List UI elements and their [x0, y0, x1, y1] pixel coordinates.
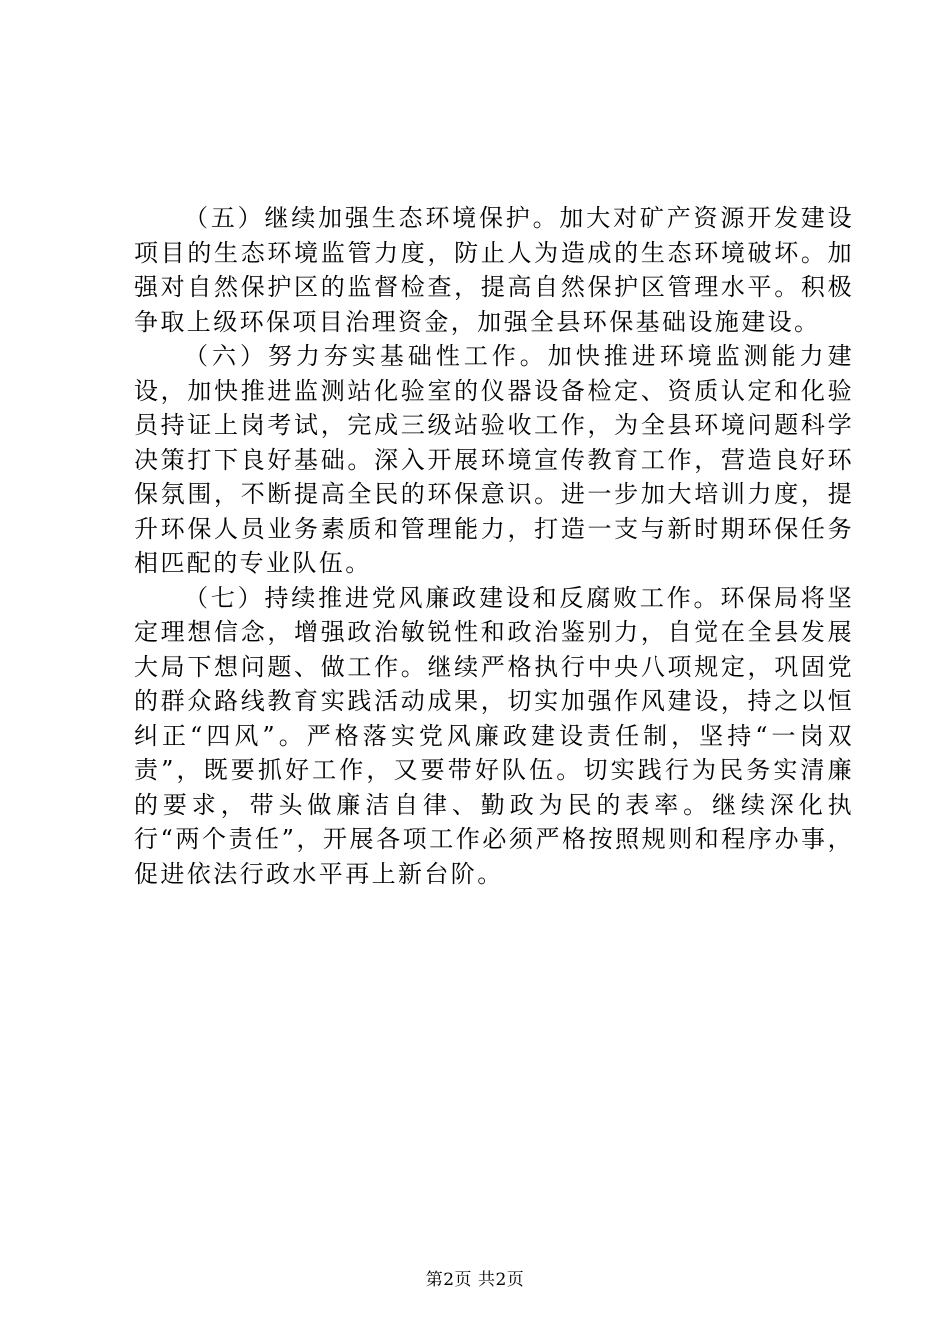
paragraph-foundation-work: （六）努力夯实基础性工作。加快推进环境监测能力建设，加快推进监测站化验室的仪器设备检定、资质认定和化验员持证上岗考试，完成三级站验收工作，为全县环境问题科学决策打下良好基础。深入开展环境宣传教育工作，营造良好环保氛围，不断提高全民的环保意识。进一步加大培训力度，提升环保人员业务素质和管理能力，打造一支与新时期环保任务相匹配的专业队伍。	[134, 342, 854, 577]
paragraph-ecology-protection: （五）继续加强生态环境保护。加大对矿产资源开发建设项目的生态环境监管力度，防止人为造成的生态环境破坏。加强对自然保护区的监督检查，提高自然保护区管理水平。积极争取上级环保项目治理资金，加强全县环保基础设施建设。	[134, 204, 854, 336]
page-number-footer: 第2页 共2页	[425, 1270, 525, 1290]
document-body	[134, 201, 854, 891]
paragraph-anti-corruption: （七）持续推进党风廉政建设和反腐败工作。环保局将坚定理想信念，增强政治敏锐性和政治鉴别力，自觉在全县发展大局下想问题、做工作。继续严格执行中央八项规定，巩固党的群众路线教育实践活动成果，切实加强作风建设，持之以恒纠正“四风”。严格落实党风廉政建设责任制，坚持“一岗双责”，既要抓好工作，又要带好队伍。切实践行为民务实清廉的要求，带头做廉洁自律、勤政为民的表率。继续深化执行“两个责任”，开展各项工作必须严格按照规则和程序办事，促进依法行政水平再上新台阶。	[134, 583, 854, 888]
